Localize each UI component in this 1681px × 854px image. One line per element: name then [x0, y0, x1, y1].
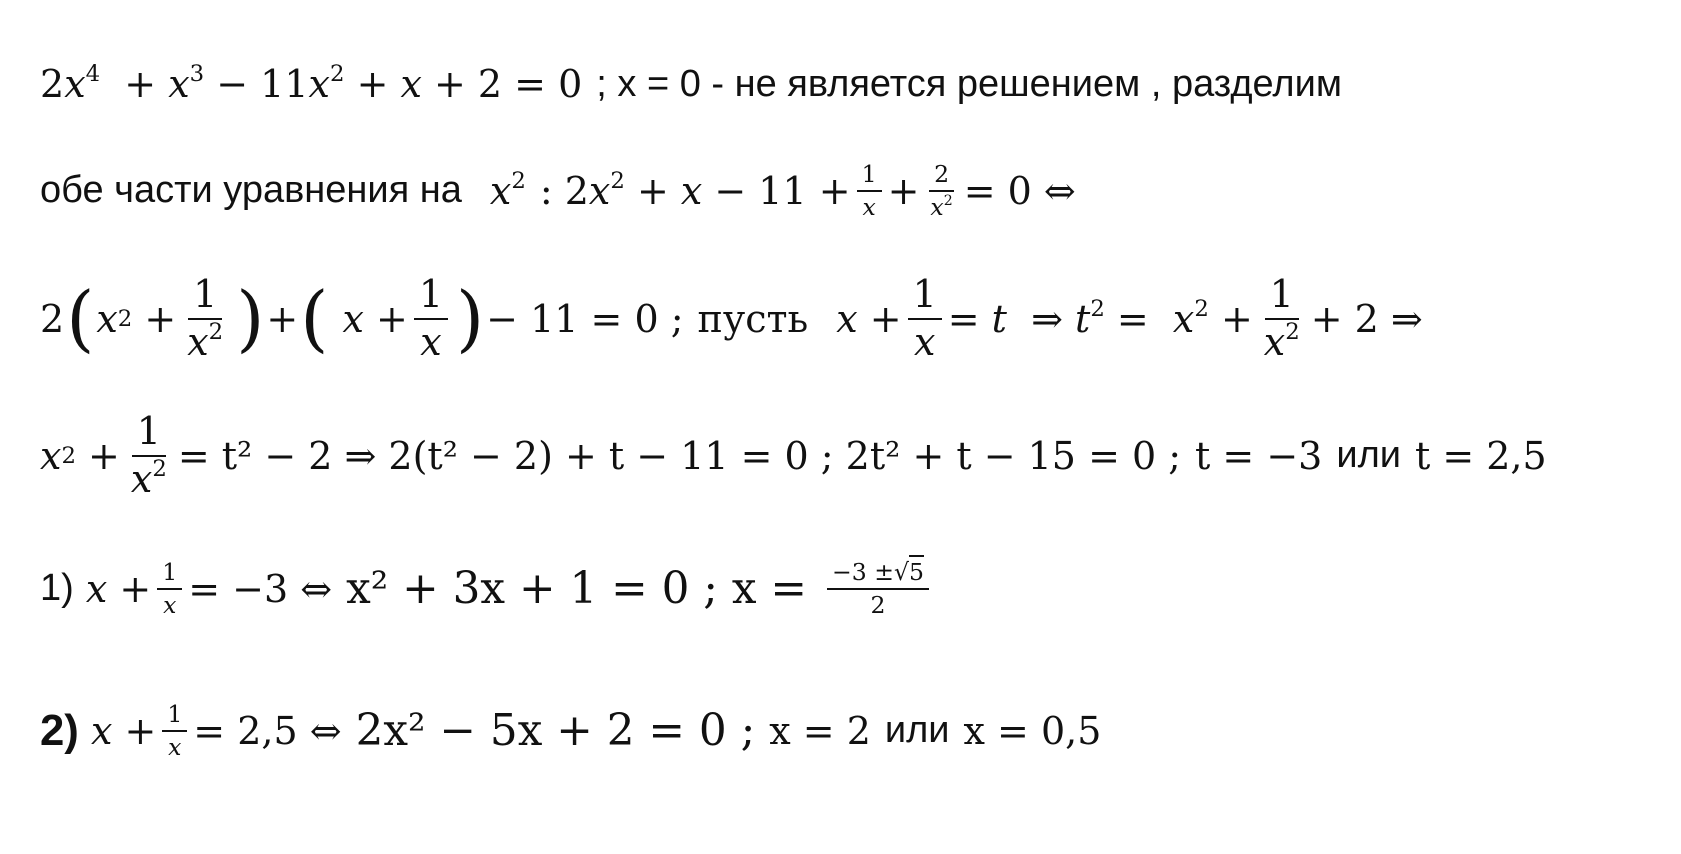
- root-x2: x = 0,5: [963, 708, 1102, 753]
- quadratic-case-2: 2x² − 5x + 2 = 0 ;: [355, 705, 756, 757]
- root-fraction: $\frac{-3 \pm√5}{2}$: [827, 560, 929, 617]
- divided-equation: : $2x^2 + x - 11$ +: [539, 167, 851, 213]
- case-2-label: 2): [40, 705, 79, 755]
- line-3-tail: + 2 ⇒: [1310, 296, 1423, 341]
- or-word-2: или: [884, 709, 950, 752]
- divisor-x: $x^2$: [489, 167, 526, 213]
- root-x1: x = 2: [769, 708, 871, 753]
- substitution-chain: = t² − 2 ⇒ 2(t² − 2) + t − 11 = 0 ; 2t² + t − 15 = 0 ;: [177, 433, 1182, 478]
- equation-original: $2x^4 + x^3 - 11x^2 + x + 2 = 0$: [40, 61, 583, 106]
- line-4: x 2 + $\frac{1}{x^2}$ = t² − 2 ⇒ 2(t² − 2) + t − 11 = 0 ; 2t² + t − 15 = 0 ; t = −3 или t = 2,5: [40, 409, 1547, 501]
- fraction-1-over-x: $\frac{1}{x}$: [414, 275, 448, 363]
- open-paren: (: [66, 276, 95, 361]
- root-t1: t = −3: [1195, 433, 1323, 478]
- or-word: или: [1336, 434, 1401, 477]
- root-t2: t = 2,5: [1414, 433, 1547, 478]
- minus-eleven: − 11 = 0 ;: [486, 296, 684, 341]
- line-1-text: ; x = 0 - не является решением , разделим: [596, 62, 1342, 105]
- quadratic-case-1: x² + 3x + 1 = 0 ; x =: [346, 563, 808, 615]
- line-3: 2 ( x 2 + $\frac{1}{x^2}$ ) + ( x + $\frac{1}{x}$ ) − 11 = 0 ; пусть x + $\frac{1}{x}$ = t ⇒ $t^2 = x^2$ + $\frac{1}{x^2}$ + 2 ⇒: [40, 272, 1423, 364]
- fraction-1-over-x2: $\frac{1}{x^2}$: [130, 409, 167, 501]
- line-5: 1) x + $\frac{1}{x}$ = −3 ⇔ x² + 3x + 1 = 0 ; x = $\frac{-3 \pm√5}{2}$: [40, 560, 935, 617]
- line-1: [40, 62, 1342, 106]
- fraction-1-over-x2: $\frac{1}{x^2}$: [187, 272, 224, 364]
- let-word: пусть: [697, 296, 809, 341]
- line-6: 2) x + $\frac{1}{x}$ = 2,5 ⇔ 2x² − 5x + 2 = 0 ; x = 2 или x = 0,5: [40, 700, 1102, 761]
- line-2: обе части уравнения на $x^2$ : $2x^2 + x - 11$ + $\frac{1}{x}$ + $\frac{2}{x^2}$ = 0 ⇔: [40, 160, 1076, 221]
- line-2-text: обе части уравнения на: [40, 169, 462, 212]
- fraction-1-over-x: $\frac{1}{x}$: [857, 162, 882, 219]
- line-2-tail: = 0 ⇔: [963, 168, 1076, 213]
- close-paren: ): [236, 276, 265, 361]
- case-1-label: 1): [40, 567, 74, 610]
- fraction-2-over-x2: $\frac{2}{x^2}$: [930, 160, 953, 221]
